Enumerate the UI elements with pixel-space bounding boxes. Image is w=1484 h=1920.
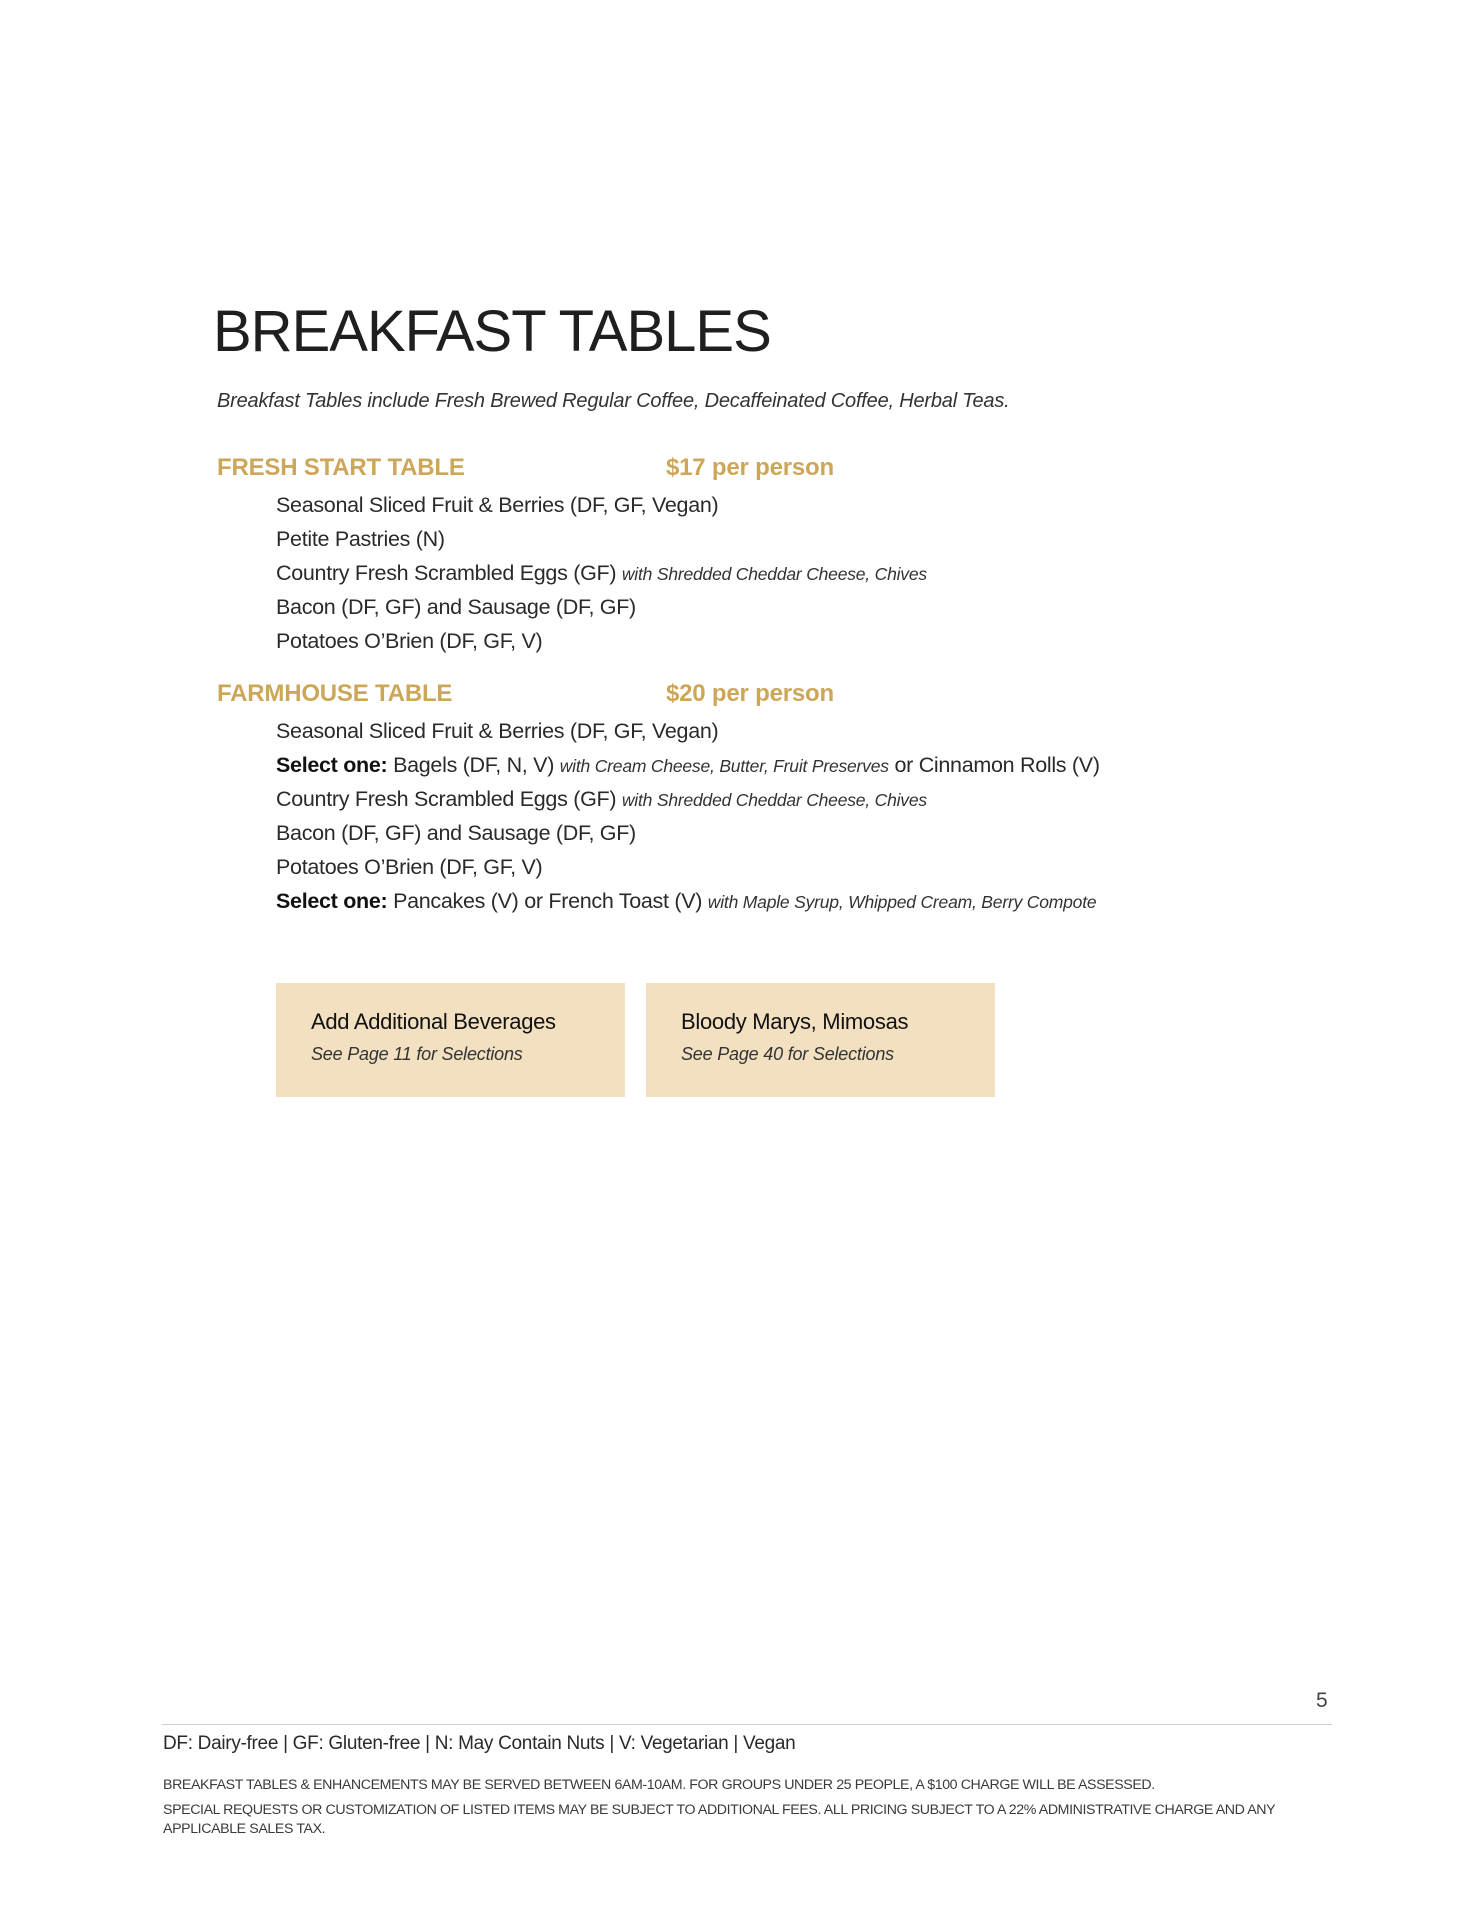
beverages-card [276, 983, 625, 1097]
dietary-legend: DF: Dairy-free | GF: Gluten-free | N: May Contain Nuts | V: Vegetarian | Vegan [163, 1733, 796, 1754]
section-header [217, 454, 927, 488]
section-price: $17 per person [666, 454, 834, 481]
section-fresh-start [217, 454, 927, 658]
card-subtitle: See Page 11 for Selections [311, 1044, 523, 1064]
section-price: $20 per person [666, 680, 834, 707]
select-one-label: Select one: [276, 753, 388, 777]
menu-item-list [217, 488, 927, 658]
footer-divider [162, 1724, 1332, 1725]
menu-item [276, 748, 1100, 782]
section-name: FRESH START TABLE [217, 454, 465, 481]
page-title: BREAKFAST TABLES [213, 299, 771, 364]
card-title: Add Additional Beverages [311, 1009, 556, 1034]
section-name: FARMHOUSE TABLE [217, 680, 453, 707]
item-text: Potatoes O’Brien (DF, GF, V) [276, 629, 543, 653]
menu-item [276, 816, 1100, 850]
item-tail: or Cinnamon Rolls (V) [888, 753, 1100, 777]
item-note: with Cream Cheese, Butter, Fruit Preserves [559, 756, 889, 776]
item-text: Bacon (DF, GF) and Sausage (DF, GF) [276, 595, 636, 619]
section-farmhouse [217, 680, 1100, 918]
item-text: Country Fresh Scrambled Eggs (GF) [276, 561, 622, 585]
disclaimer [163, 1776, 1333, 1845]
item-note: with Maple Syrup, Whipped Cream, Berry Compote [707, 892, 1097, 912]
menu-item [276, 590, 927, 624]
menu-item [276, 556, 927, 590]
item-text: Seasonal Sliced Fruit & Berries (DF, GF, Vegan) [276, 719, 719, 743]
item-text: Pancakes (V) or French Toast (V) [387, 889, 708, 913]
item-text: Seasonal Sliced Fruit & Berries (DF, GF, Vegan) [276, 493, 719, 517]
menu-item [276, 488, 927, 522]
cocktails-card [646, 983, 995, 1097]
menu-item [276, 522, 927, 556]
menu-item [276, 714, 1100, 748]
item-text: Country Fresh Scrambled Eggs (GF) [276, 787, 622, 811]
item-note: with Shredded Cheddar Cheese, Chives [621, 790, 927, 810]
card-subtitle: See Page 40 for Selections [681, 1044, 894, 1064]
card-title: Bloody Marys, Mimosas [681, 1009, 909, 1034]
disclaimer-line: BREAKFAST TABLES & ENHANCEMENTS MAY BE SERVED BETWEEN 6AM-10AM. FOR GROUPS UNDER 25 PEOPLE, A $100 CHARGE WILL BE ASSESSED. [163, 1777, 1155, 1793]
select-one-label: Select one: [276, 889, 388, 913]
menu-item [276, 624, 927, 658]
menu-item [276, 850, 1100, 884]
menu-item [276, 884, 1100, 918]
item-text: Potatoes O’Brien (DF, GF, V) [276, 855, 543, 879]
item-text: Petite Pastries (N) [276, 527, 445, 551]
section-header [217, 680, 1100, 714]
item-text: Bagels (DF, N, V) [387, 753, 560, 777]
item-text: Bacon (DF, GF) and Sausage (DF, GF) [276, 821, 636, 845]
page-number: 5 [1316, 1689, 1328, 1712]
disclaimer-line: SPECIAL REQUESTS OR CUSTOMIZATION OF LISTED ITEMS MAY BE SUBJECT TO ADDITIONAL FEES. ALL PRICING SUBJECT TO A 22% ADMINISTRATIVE CHARGE AND ANY APPLICABLE SALES TAX. [163, 1802, 1275, 1837]
menu-item-list [217, 714, 1100, 918]
intro-text: Breakfast Tables include Fresh Brewed Regular Coffee, Decaffeinated Coffee, Herbal Teas. [217, 390, 1010, 412]
item-note: with Shredded Cheddar Cheese, Chives [621, 564, 927, 584]
menu-item [276, 782, 1100, 816]
